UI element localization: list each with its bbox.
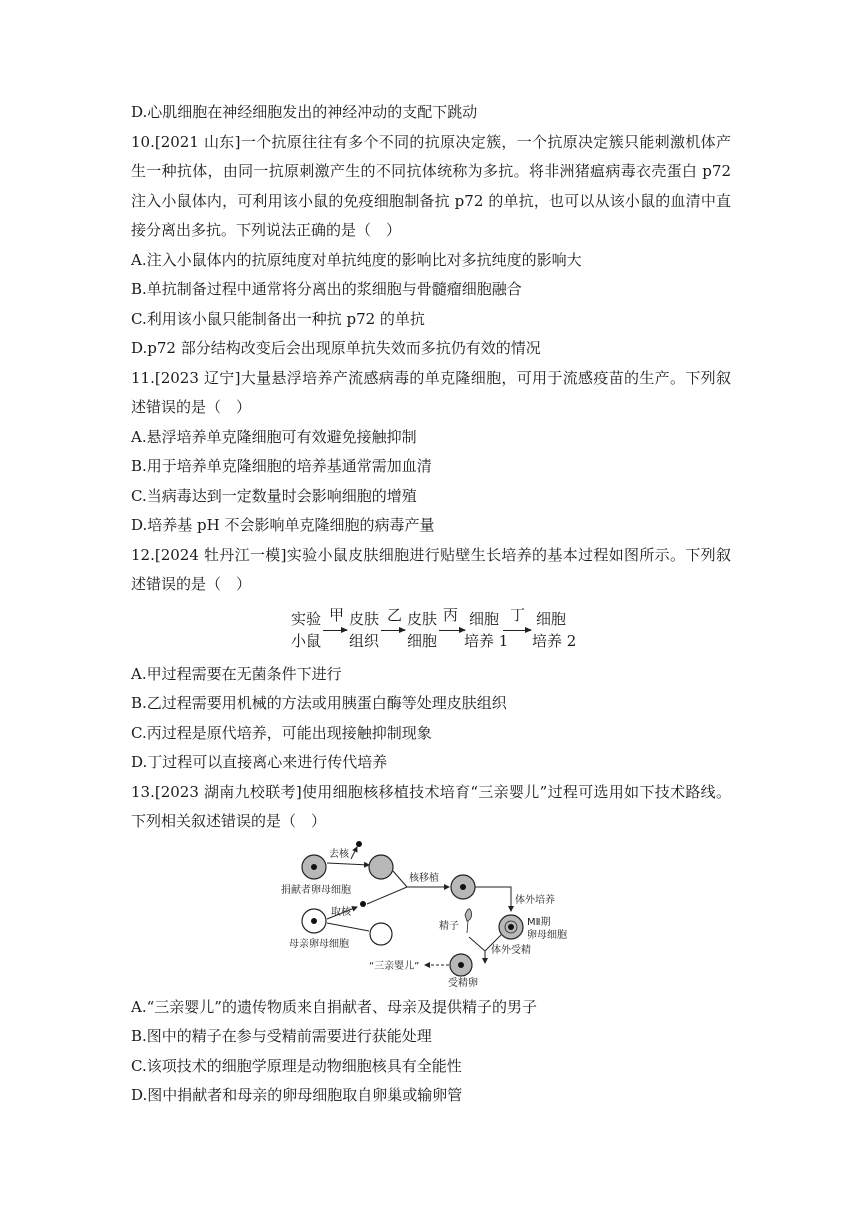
flow-step-ding: 丁: [510, 605, 526, 624]
q10-option-a: A.注入小鼠体内的抗原纯度对单抗纯度的影响比对多抗纯度的影响大: [131, 250, 582, 269]
flow-step-jia: 甲: [329, 605, 345, 624]
flow-node-culture2-bottom: 培养 2: [532, 631, 577, 650]
flow-arrow-3: [439, 630, 465, 631]
q12-option-c: C.丙过程是原代培养，可能出现接触抑制现象: [131, 723, 432, 742]
q12-option-b: B.乙过程需要用机械的方法或用胰蛋白酶等处理皮肤组织: [131, 694, 507, 712]
q11-option-a: A.悬浮培养单克隆细胞可有效避免接触抑制: [131, 427, 417, 446]
q10-option-d: D.p72 部分结构改变后会出现原单抗失效而多抗仍有效的情况: [131, 339, 541, 357]
q12-stem: 12.[2024 牡丹江一模]实验小鼠皮肤细胞进行贴壁生长培养的基本过程如图所示。下列叙述错误的是（ ）: [131, 545, 731, 593]
q10-stem: 10.[2021 山东]一个抗原往往有多个不同的抗原决定簇，一个抗原决定簇只能刺激机体产生一种抗体，由同一抗原刺激产生的不同抗体统称为多抗。将非洲猪瘟病毒衣壳蛋白 p72 注入小鼠体内，可利用该小鼠的免疫细胞制备抗 p72 的单抗，也可以从该小鼠的血清中直接分离出多抗。下列说法正确的是（ ）: [131, 132, 731, 239]
sperm-icon: [465, 908, 472, 920]
flow-node-culture2-top: 细胞: [536, 609, 567, 628]
merge-line-top: [393, 871, 407, 887]
q10-option-b: B.单抗制备过程中通常将分离出的浆细胞与骨髓瘤细胞融合: [131, 280, 522, 298]
line-to-empty-cell: [327, 923, 369, 931]
label-take-nucleus: 取核: [331, 906, 351, 918]
label-in-vitro-fertilization: 体外受精: [491, 944, 531, 956]
q13-option-b: B.图中的精子在参与受精前需要进行获能处理: [131, 1027, 432, 1045]
label-sperm: 精子: [439, 920, 459, 932]
flow-node-skin-cell-top: 皮肤: [407, 609, 438, 628]
donor-oocyte-nucleus: [311, 864, 317, 870]
flow-step-yi: 乙: [387, 605, 403, 624]
label-zygote: 受精卵: [448, 977, 478, 987]
flow-node-skin-cell-bottom: 细胞: [407, 631, 438, 650]
exam-page: [131, 98, 731, 1111]
flow-node-mouse-top: 实验: [291, 609, 322, 628]
label-remove-nucleus: 去核: [329, 848, 349, 860]
sperm-tail: [467, 921, 468, 933]
q11-option-c: C.当病毒达到一定数量时会影响细胞的增殖: [131, 486, 417, 505]
flow-arrow-2: [381, 630, 405, 631]
q10-option-c: C.利用该小鼠只能制备出一种抗 p72 的单抗: [131, 309, 425, 328]
q13-nuclear-transfer-diagram: [131, 841, 731, 987]
label-nuclear-transfer: 核移植: [409, 872, 439, 884]
label-mii-line1: MⅡ期: [527, 916, 551, 928]
q13-stem: 13.[2023 湖南九校联考]使用细胞核移植技术培育“三亲婴儿”过程可选用如下技术路线。下列相关叙述错误的是（ ）: [131, 782, 731, 830]
fert-line-sperm: [469, 937, 485, 951]
flow-arrow-4: [503, 630, 531, 631]
q11-option-b: B.用于培养单克隆细胞的培养基通常需加血清: [131, 457, 432, 475]
mother-enucleated-cell: [370, 923, 392, 945]
arrow-nucleus-out: [351, 847, 357, 859]
flow-node-skin-tissue-top: 皮肤: [349, 609, 380, 628]
merge-line-bottom: [367, 887, 407, 904]
zygote-nucleus: [458, 962, 464, 968]
mother-oocyte-nucleus: [311, 918, 317, 924]
flow-node-skin-tissue-bottom: 组织: [349, 631, 380, 650]
q12-option-d: D.丁过程可以直接离心来进行传代培养: [131, 753, 388, 771]
q11-option-d: D.培养基 pH 不会影响单克隆细胞的病毒产量: [131, 516, 435, 534]
label-three-parent-baby: “三亲婴儿”: [369, 960, 420, 972]
q11-stem: 11.[2023 辽宁]大量悬浮培养产流感病毒的单克隆细胞，可用于流感疫苗的生产。下列叙述错误的是（ ）: [131, 368, 731, 416]
flow-node-culture1-bottom: 培养 1: [464, 631, 509, 650]
label-mother-oocyte: 母亲卵母细胞: [289, 938, 349, 950]
q13-option-d: D.图中捐献者和母亲的卵母细胞取自卵巢或输卵管: [131, 1086, 463, 1104]
flow-node-culture1-top: 细胞: [469, 609, 500, 628]
enucleated-oocyte-cell: [369, 855, 393, 879]
q12-flow-diagram: [131, 602, 731, 656]
arrow-remove-nucleus: [327, 863, 369, 865]
q13-option-a: A.“三亲婴儿”的遗传物质来自捐献者、母亲及提供精子的男子: [131, 997, 537, 1016]
removed-nucleus-dot: [356, 841, 362, 847]
mii-oocyte-nucleus: [508, 924, 514, 930]
taken-nucleus-dot: [360, 901, 366, 907]
label-donor-oocyte: 捐献者卵母细胞: [281, 884, 351, 896]
flow-arrow-1: [323, 630, 347, 631]
label-in-vitro-culture: 体外培养: [515, 894, 555, 906]
arrow-in-vitro-culture: [475, 887, 511, 911]
q13-option-c: C.该项技术的细胞学原理是动物细胞核具有全能性: [131, 1056, 462, 1075]
flow-step-bing: 丙: [443, 605, 459, 624]
label-mii-line2: 卵母细胞: [527, 929, 567, 941]
nuclear-transfer-svg: [131, 841, 731, 987]
flow-node-mouse-bottom: 小鼠: [291, 631, 322, 650]
q12-option-a: A.甲过程需要在无菌条件下进行: [131, 664, 342, 683]
q9-option-d: D.心肌细胞在神经细胞发出的神经冲动的支配下跳动: [131, 103, 478, 121]
reconstructed-oocyte-nucleus: [460, 884, 466, 890]
